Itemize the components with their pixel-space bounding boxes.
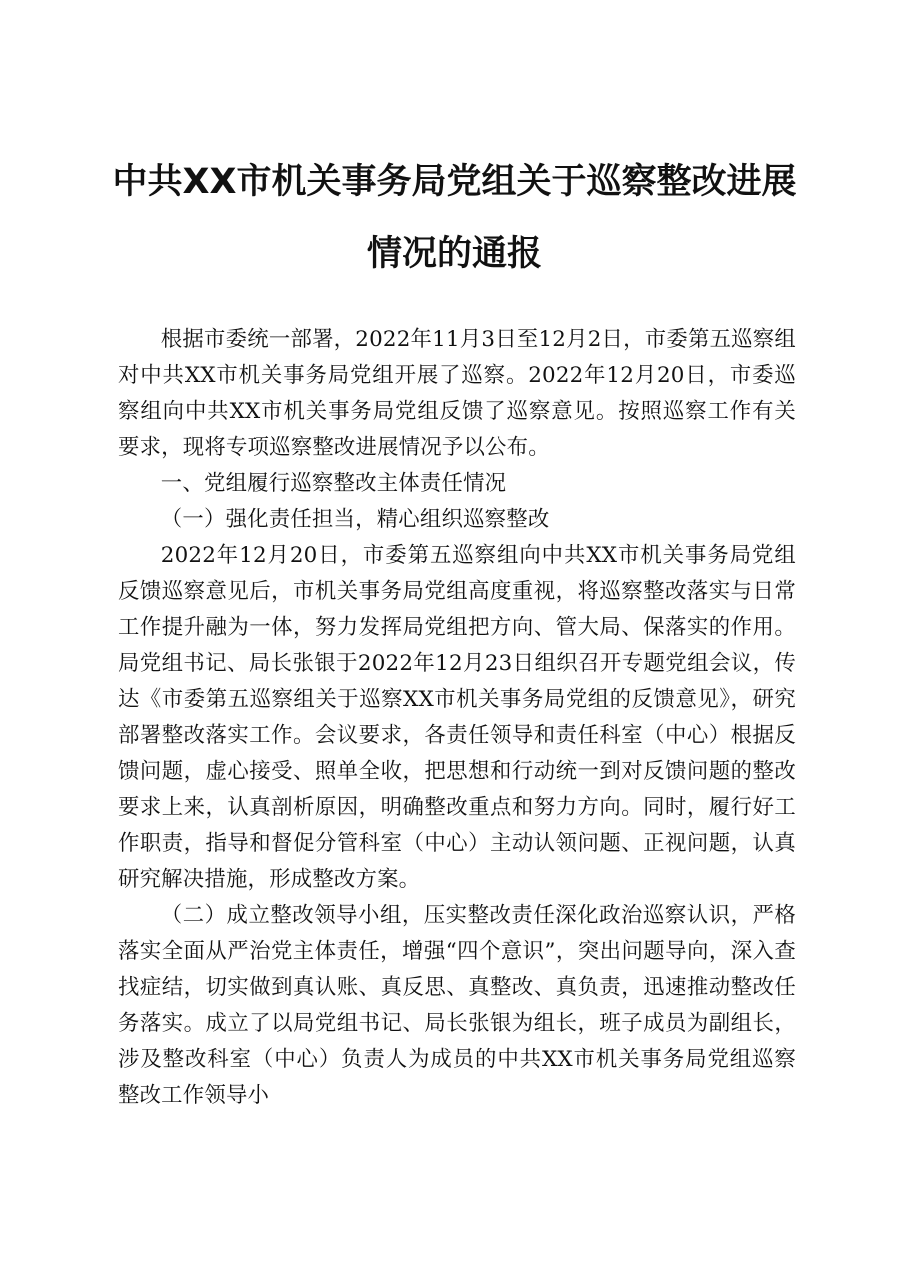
section-heading-1: 一、党组履行巡察整改主体责任情况 xyxy=(160,471,507,496)
document-body xyxy=(118,322,796,1114)
paragraph-leading-group: （二）成立整改领导小组，压实整改责任深化政治巡察认识，严格落实全面从严治党主体责任，增强“四个意识”，突出问题导向，深入查找症结，切实做到真认账、真反思、真整改、真负责，迅速推动整改任务落实。成立了以局党组书记、局长张银为组长，班子成员为副组长，涉及整改科室（中心）负责人为成员的中共XX市机关事务局党组巡察整改工作领导小 xyxy=(118,903,796,1108)
paragraph-intro: 根据市委统一部署，2022年11月3日至12月2日，市委第五巡察组对中共XX市机关事务局党组开展了巡察。2022年12月20日，市委巡察组向中共XX市机关事务局党组反馈了巡察意见。按照巡察工作有关要求，现将专项巡察整改进展情况予以公布。 xyxy=(118,327,796,460)
document-title-line-2: 情况的通报 xyxy=(366,234,542,274)
subsection-heading-1: （一）强化责任担当，精心组织巡察整改 xyxy=(160,507,550,532)
document-title-line-1: 中共XX市机关事务局党组关于巡察整改进展 xyxy=(112,162,797,202)
paragraph-responsibility: 2022年12月20日，市委第五巡察组向中共XX市机关事务局党组反馈巡察意见后，市机关事务局党组高度重视，将巡察整改落实与日常工作提升融为一体，努力发挥局党组把方向、管大局、保落实的作用。局党组书记、局长张银于2022年12月23日组织召开专题党组会议，传达《市委第五巡察组关于巡察XX市机关事务局党组的反馈意见》，研究部署整改落实工作。会议要求，各责任领导和责任科室（中心）根据反馈问题，虚心接受、照单全收，把思想和行动统一到对反馈问题的整改要求上来，认真剖析原因，明确整改重点和努力方向。同时，履行好工作职责，指导和督促分管科室（中心）主动认领问题、正视问题，认真研究解决措施，形成整改方案。 xyxy=(118,543,796,892)
